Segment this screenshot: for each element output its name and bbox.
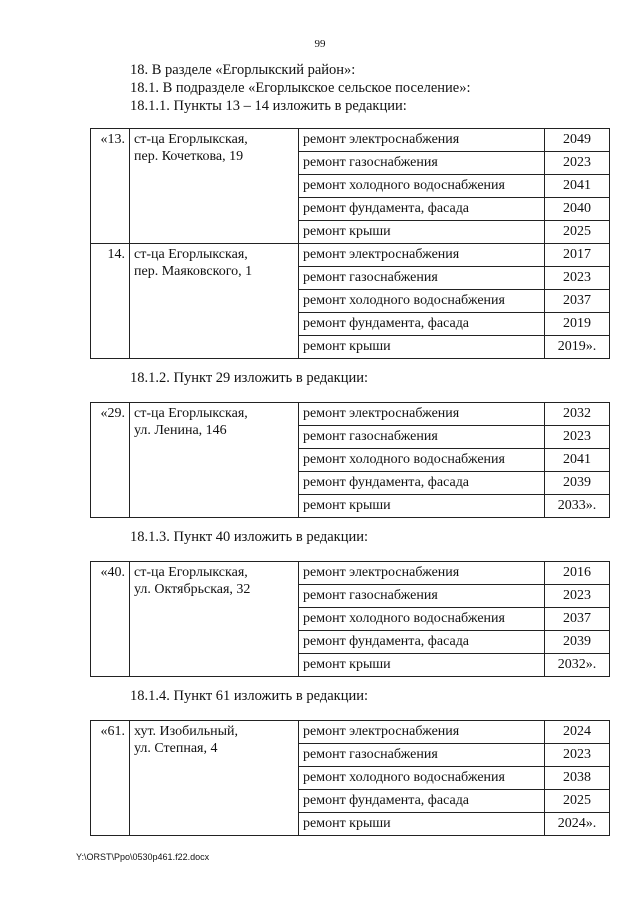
work-type: ремонт холодного водоснабжения — [299, 449, 545, 472]
work-type: ремонт газоснабжения — [299, 744, 545, 767]
repair-year: 2032». — [545, 654, 610, 677]
repair-schedule-table — [90, 128, 610, 359]
work-type: ремонт фундамента, фасада — [299, 790, 545, 813]
work-type: ремонт крыши — [299, 813, 545, 836]
repair-year: 2039 — [545, 472, 610, 495]
address-line: ст-ца Егорлыкская, — [134, 247, 248, 262]
repair-schedule-table — [90, 561, 610, 677]
repair-year: 2040 — [545, 198, 610, 221]
work-type: ремонт фундамента, фасада — [299, 198, 545, 221]
repair-year: 2033». — [545, 495, 610, 518]
address-line: хут. Изобильный, — [134, 724, 238, 739]
repair-year: 2023 — [545, 426, 610, 449]
address-cell — [130, 562, 299, 677]
repair-year: 2023 — [545, 585, 610, 608]
repair-schedule-table — [90, 720, 610, 836]
address-line: пер. Маяковского, 1 — [134, 264, 253, 279]
repair-year: 2023 — [545, 744, 610, 767]
address-line: ст-ца Егорлыкская, — [134, 132, 248, 147]
repair-year: 2024 — [545, 721, 610, 744]
work-type: ремонт крыши — [299, 336, 545, 359]
repair-year: 2041 — [545, 175, 610, 198]
work-type: ремонт электроснабжения — [299, 244, 545, 267]
repair-year: 2037 — [545, 290, 610, 313]
repair-year: 2019». — [545, 336, 610, 359]
page-number: 99 — [314, 38, 326, 50]
work-type: ремонт газоснабжения — [299, 585, 545, 608]
repair-year: 2023 — [545, 267, 610, 290]
item-number: «40. — [91, 562, 130, 677]
address-line: ул. Степная, 4 — [134, 741, 218, 756]
work-type: ремонт газоснабжения — [299, 426, 545, 449]
address-cell — [130, 721, 299, 836]
work-type: ремонт холодного водоснабжения — [299, 608, 545, 631]
address-cell — [130, 129, 299, 244]
work-type: ремонт крыши — [299, 654, 545, 677]
repair-year: 2025 — [545, 790, 610, 813]
heading-section: 18. В разделе «Егорлыкский район»: — [130, 62, 356, 78]
address-line: ул. Ленина, 146 — [134, 423, 227, 438]
item-number: 14. — [91, 244, 130, 359]
work-type: ремонт фундамента, фасада — [299, 313, 545, 336]
item-number: «13. — [91, 129, 130, 244]
address-line: ст-ца Егорлыкская, — [134, 565, 248, 580]
work-type: ремонт крыши — [299, 221, 545, 244]
work-type: ремонт газоснабжения — [299, 267, 545, 290]
repair-year: 2038 — [545, 767, 610, 790]
repair-year: 2019 — [545, 313, 610, 336]
work-type: ремонт холодного водоснабжения — [299, 175, 545, 198]
clause-caption: 18.1.4. Пункт 61 изложить в редакции: — [130, 688, 369, 704]
work-type: ремонт фундамента, фасада — [299, 631, 545, 654]
address-cell — [130, 403, 299, 518]
work-type: ремонт фундамента, фасада — [299, 472, 545, 495]
repair-year: 2039 — [545, 631, 610, 654]
item-number: «29. — [91, 403, 130, 518]
work-type: ремонт электроснабжения — [299, 562, 545, 585]
repair-year: 2037 — [545, 608, 610, 631]
repair-year: 2032 — [545, 403, 610, 426]
work-type: ремонт электроснабжения — [299, 721, 545, 744]
address-line: ст-ца Егорлыкская, — [134, 406, 248, 421]
address-cell — [130, 244, 299, 359]
heading-subsection: 18.1. В подразделе «Егорлыкское сельское поселение»: — [130, 80, 471, 96]
file-path-footer: Y:\ORST\Ppo\0530p461.f22.docx — [76, 852, 210, 862]
table-row — [91, 562, 610, 585]
repair-year: 2049 — [545, 129, 610, 152]
repair-schedule-table — [90, 402, 610, 518]
address-line: ул. Октябрьская, 32 — [134, 582, 251, 597]
repair-year: 2025 — [545, 221, 610, 244]
heading-clause: 18.1.1. Пункты 13 – 14 изложить в редакции: — [130, 98, 407, 114]
clause-caption: 18.1.2. Пункт 29 изложить в редакции: — [130, 370, 369, 386]
item-number: «61. — [91, 721, 130, 836]
work-type: ремонт электроснабжения — [299, 129, 545, 152]
table-row — [91, 721, 610, 744]
work-type: ремонт крыши — [299, 495, 545, 518]
table-row — [91, 244, 610, 267]
repair-year: 2017 — [545, 244, 610, 267]
repair-year: 2024». — [545, 813, 610, 836]
address-line: пер. Кочеткова, 19 — [134, 149, 244, 164]
repair-year: 2016 — [545, 562, 610, 585]
repair-year: 2041 — [545, 449, 610, 472]
work-type: ремонт электроснабжения — [299, 403, 545, 426]
work-type: ремонт газоснабжения — [299, 152, 545, 175]
clause-caption: 18.1.3. Пункт 40 изложить в редакции: — [130, 529, 369, 545]
table-row — [91, 129, 610, 152]
work-type: ремонт холодного водоснабжения — [299, 290, 545, 313]
work-type: ремонт холодного водоснабжения — [299, 767, 545, 790]
repair-year: 2023 — [545, 152, 610, 175]
table-row — [91, 403, 610, 426]
